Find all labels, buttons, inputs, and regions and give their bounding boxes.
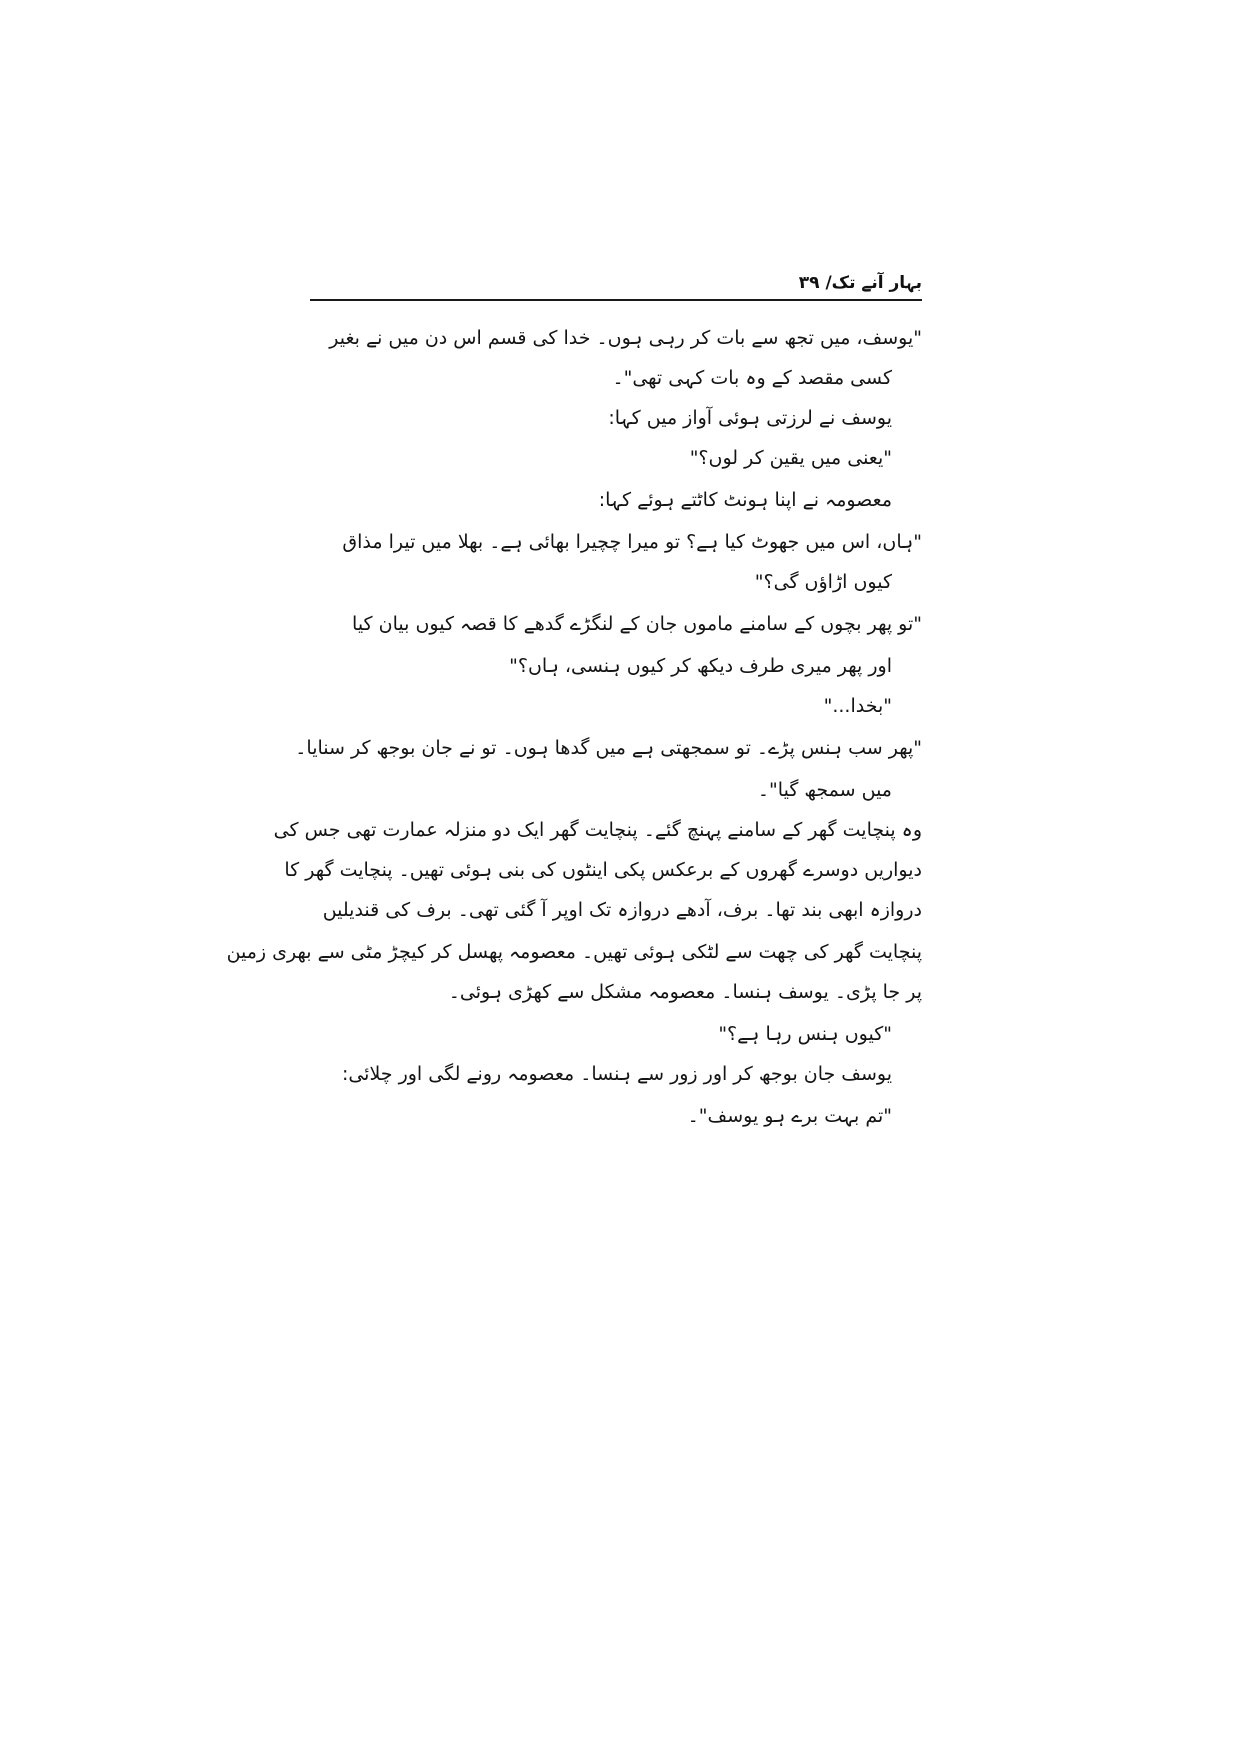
text-line: معصومہ نے اپنا ہونٹ کاٹتے ہوئے کہا: [598, 489, 892, 511]
body-text [226, 318, 922, 1218]
text-line: پنچایت گھر کی چھت سے لٹکی ہوئی تھیں۔ معصومہ پھسل کر کیچڑ مٹی سے بھری زمین [226, 941, 922, 963]
text-line: پر جا پڑی۔ یوسف ہنسا۔ معصومہ مشکل سے کھڑی ہوئی۔ [448, 981, 922, 1003]
text-line: کیوں اڑاؤں گی؟" [754, 571, 892, 593]
text-line: "یعنی میں یقین کر لوں؟" [689, 447, 892, 469]
text-line: یوسف جان بوجھ کر اور زور سے ہنسا۔ معصومہ رونے لگی اور چلائی: [341, 1063, 892, 1085]
text-line: "پھر سب ہنس پڑے۔ تو سمجھتی ہے میں گدھا ہوں۔ تو نے جان بوجھ کر سنایا۔ [295, 737, 922, 759]
text-line: "بخدا..." [823, 695, 892, 717]
text-line: دروازہ ابھی بند تھا۔ برف، آدھے دروازہ تک اوپر آ گئی تھی۔ برف کی قندیلیں [322, 899, 922, 921]
text-line: "یوسف، میں تجھ سے بات کر رہی ہوں۔ خدا کی قسم اس دن میں نے بغیر [329, 327, 922, 349]
text-line: "تو پھر بچوں کے سامنے ماموں جان کے لنگڑے گدھے کا قصہ کیوں بیان کیا [352, 613, 922, 635]
text-line: وہ پنچایت گھر کے سامنے پہنچ گئے۔ پنچایت گھر ایک دو منزلہ عمارت تھی جس کی [273, 819, 922, 841]
text-line: دیواریں دوسرے گھروں کے برعکس پکی اینٹوں کی بنی ہوئی تھیں۔ پنچایت گھر کا [284, 859, 922, 881]
text-line: اور پھر میری طرف دیکھ کر کیوں ہنسی، ہاں؟" [509, 655, 892, 677]
running-head: بہار آنے تک/ ۳۹ [798, 273, 922, 293]
header-rule [310, 299, 922, 301]
text-line: "کیوں ہنس رہا ہے؟" [718, 1023, 892, 1045]
text-line: "تم بہت برے ہو یوسف"۔ [687, 1105, 892, 1127]
text-line: میں سمجھ گیا"۔ [757, 779, 892, 801]
text-line: کسی مقصد کے وہ بات کہی تھی"۔ [612, 367, 892, 389]
text-line: "ہاں، اس میں جھوٹ کیا ہے؟ تو میرا چچیرا بھائی ہے۔ بھلا میں تیرا مذاق [342, 531, 922, 553]
text-line: یوسف نے لرزتی ہوئی آواز میں کہا: [608, 407, 892, 429]
